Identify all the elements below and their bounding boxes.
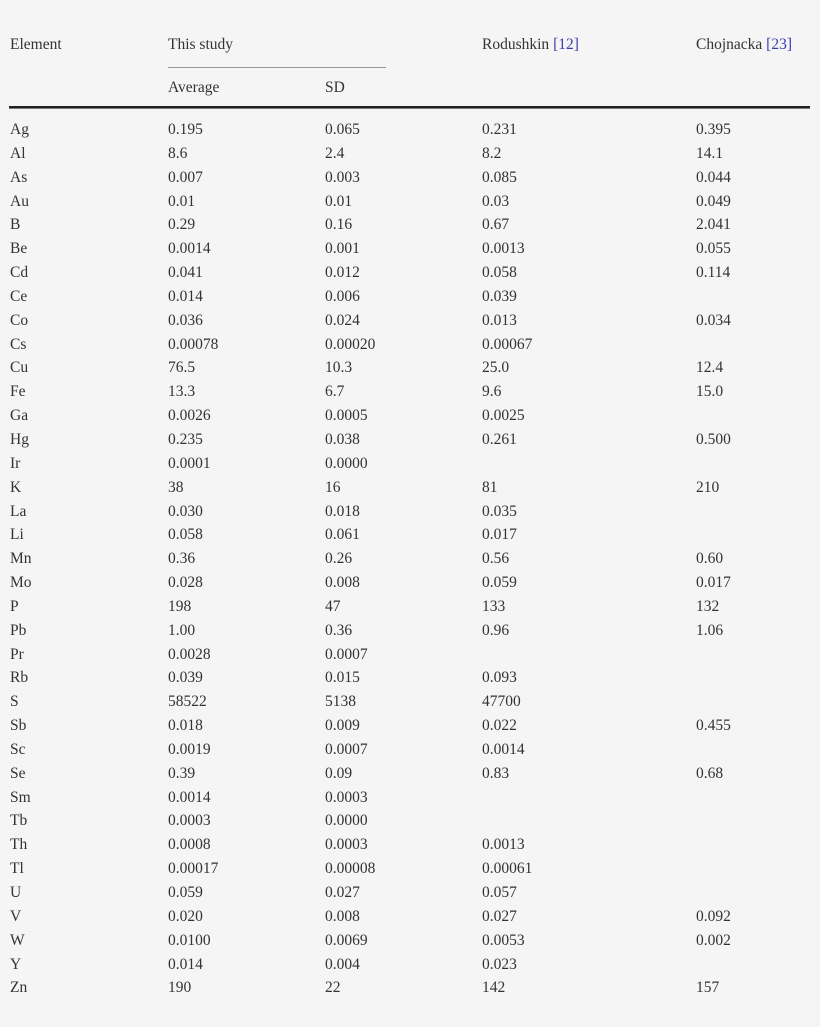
table-row: [0, 288, 820, 312]
table-row: [0, 812, 820, 836]
cell-element: B: [10, 216, 21, 234]
cell-chojnacka: 12.4: [696, 359, 724, 377]
cell-rodushkin: 0.0025: [482, 407, 525, 425]
cell-element: Ir: [10, 454, 21, 472]
cell-element: Al: [10, 144, 26, 162]
cell-element: Th: [10, 836, 28, 854]
table-body: [0, 121, 820, 1003]
cell-sd: 0.038: [325, 430, 360, 448]
cell-sd: 0.065: [325, 121, 360, 138]
cell-sd: 0.027: [325, 884, 360, 901]
cell-chojnacka: 0.395: [696, 121, 731, 138]
cell-average: 0.0019: [168, 740, 211, 758]
cell-average: 0.0014: [168, 240, 211, 258]
cell-element: Fe: [10, 383, 26, 401]
table-row: [0, 455, 820, 479]
header-sd: SD: [325, 79, 345, 96]
cell-sd: 0.0003: [325, 836, 368, 854]
cell-average: 0.018: [168, 717, 203, 735]
table-row: [0, 574, 820, 598]
table-row: [0, 145, 820, 169]
cell-element: Cs: [10, 335, 27, 353]
cell-element: S: [10, 693, 19, 711]
table-row: [0, 169, 820, 193]
cell-average: 38: [168, 478, 184, 496]
cell-average: 0.007: [168, 168, 203, 186]
table-row: [0, 860, 820, 884]
cell-sd: 0.004: [325, 955, 360, 973]
header-average: Average: [168, 79, 220, 96]
cell-element: Pr: [10, 645, 24, 663]
cell-rodushkin: 47700: [482, 693, 521, 711]
cell-element: Ce: [10, 287, 28, 305]
reference-link-12[interactable]: [12]: [553, 36, 579, 53]
cell-sd: 5138: [325, 693, 356, 711]
cell-average: 58522: [168, 693, 207, 711]
cell-average: 0.01: [168, 192, 196, 210]
cell-element: Zn: [10, 979, 28, 997]
cell-sd: 0.00020: [325, 335, 376, 353]
table-row: [0, 932, 820, 956]
cell-sd: 0.012: [325, 264, 360, 282]
cell-rodushkin: 0.039: [482, 287, 517, 305]
header-chojnacka-label: Chojnacka: [696, 36, 767, 53]
cell-sd: 0.0000: [325, 812, 368, 830]
cell-average: 0.29: [168, 216, 196, 234]
cell-element: K: [10, 478, 22, 496]
cell-average: 0.041: [168, 264, 203, 282]
cell-sd: 0.024: [325, 311, 360, 329]
cell-element: W: [10, 931, 25, 949]
cell-sd: 0.008: [325, 574, 360, 592]
cell-chojnacka: 0.044: [696, 168, 731, 186]
cell-element: Tb: [10, 812, 28, 830]
cell-sd: 0.0069: [325, 931, 368, 949]
cell-rodushkin: 0.058: [482, 264, 517, 282]
table-row: [0, 789, 820, 813]
cell-chojnacka: 0.049: [696, 192, 731, 210]
cell-chojnacka: 0.002: [696, 931, 731, 949]
cell-element: Ga: [10, 407, 29, 425]
cell-sd: 0.0000: [325, 454, 368, 472]
cell-rodushkin: 0.231: [482, 121, 517, 138]
cell-chojnacka: 0.017: [696, 574, 731, 592]
table-row: [0, 359, 820, 383]
cell-sd: 0.0007: [325, 740, 368, 758]
cell-chojnacka: 0.055: [696, 240, 731, 258]
cell-rodushkin: 0.057: [482, 884, 517, 901]
cell-chojnacka: 0.500: [696, 430, 731, 448]
table-row: [0, 526, 820, 550]
cell-average: 0.028: [168, 574, 203, 592]
cell-element: Au: [10, 192, 29, 210]
cell-average: 1.00: [168, 621, 196, 639]
cell-element: Sb: [10, 717, 27, 735]
table-row: [0, 598, 820, 622]
cell-rodushkin: 25.0: [482, 359, 510, 377]
cell-chojnacka: 0.68: [696, 764, 724, 782]
table-row: [0, 431, 820, 455]
cell-element: P: [10, 597, 19, 615]
cell-sd: 6.7: [325, 383, 345, 401]
cell-chojnacka: 0.034: [696, 311, 731, 329]
table-row: [0, 503, 820, 527]
cell-average: 0.020: [168, 907, 203, 925]
cell-rodushkin: 142: [482, 979, 506, 997]
cell-chojnacka: 1.06: [696, 621, 724, 639]
cell-average: 0.0001: [168, 454, 211, 472]
cell-sd: 0.0003: [325, 788, 368, 806]
cell-sd: 16: [325, 478, 341, 496]
cell-average: 0.0028: [168, 645, 211, 663]
cell-sd: 0.015: [325, 669, 360, 687]
cell-average: 13.3: [168, 383, 196, 401]
cell-average: 0.014: [168, 287, 203, 305]
cell-rodushkin: 0.017: [482, 526, 517, 544]
cell-element: Ag: [10, 121, 29, 138]
table-row: [0, 646, 820, 670]
cell-rodushkin: 8.2: [482, 144, 502, 162]
cell-chojnacka: 0.114: [696, 264, 731, 282]
cell-element: Tl: [10, 860, 24, 878]
cell-rodushkin: 0.0013: [482, 240, 525, 258]
cell-rodushkin: 133: [482, 597, 506, 615]
cell-element: Pb: [10, 621, 27, 639]
cell-average: 0.039: [168, 669, 203, 687]
table-row: [0, 121, 820, 145]
table-row: [0, 693, 820, 717]
cell-element: As: [10, 168, 28, 186]
cell-rodushkin: 0.022: [482, 717, 517, 735]
cell-average: 8.6: [168, 144, 188, 162]
cell-sd: 0.061: [325, 526, 360, 544]
cell-rodushkin: 0.00067: [482, 335, 533, 353]
cell-rodushkin: 0.00061: [482, 860, 533, 878]
cell-rodushkin: 0.03: [482, 192, 510, 210]
cell-rodushkin: 0.96: [482, 621, 510, 639]
cell-chojnacka: 157: [696, 979, 720, 997]
cell-average: 0.0014: [168, 788, 211, 806]
cell-rodushkin: 0.83: [482, 764, 510, 782]
cell-sd: 0.26: [325, 550, 353, 568]
header-this-study: This study: [168, 36, 234, 53]
cell-element: Se: [10, 764, 26, 782]
cell-element: La: [10, 502, 27, 520]
table-row: [0, 884, 820, 908]
cell-average: 0.0003: [168, 812, 211, 830]
header-element: Element: [10, 36, 62, 53]
reference-link-23[interactable]: [23]: [766, 36, 792, 53]
cell-average: 76.5: [168, 359, 196, 377]
table-row: [0, 193, 820, 217]
cell-element: Sm: [10, 788, 31, 806]
cell-rodushkin: 0.013: [482, 311, 517, 329]
cell-element: Cd: [10, 264, 29, 282]
cell-element: Be: [10, 240, 28, 258]
cell-element: Mo: [10, 574, 32, 592]
cell-element: Rb: [10, 669, 29, 687]
cell-rodushkin: 0.023: [482, 955, 517, 973]
cell-average: 0.014: [168, 955, 203, 973]
cell-chojnacka: 14.1: [696, 144, 724, 162]
table-row: [0, 312, 820, 336]
cell-chojnacka: 15.0: [696, 383, 724, 401]
table-row: [0, 717, 820, 741]
cell-sd: 0.008: [325, 907, 360, 925]
header-rodushkin-label: Rodushkin: [482, 36, 554, 53]
cell-sd: 0.01: [325, 192, 353, 210]
cell-average: 0.00078: [168, 335, 219, 353]
this-study-underline: [168, 67, 386, 68]
cell-sd: 2.4: [325, 144, 345, 162]
table-row: [0, 956, 820, 980]
header-chojnacka: [696, 36, 792, 54]
cell-element: Y: [10, 955, 22, 973]
table-row: [0, 550, 820, 574]
cell-chojnacka: 132: [696, 597, 720, 615]
cell-rodushkin: 0.085: [482, 168, 517, 186]
cell-element: Li: [10, 526, 24, 544]
cell-sd: 0.006: [325, 287, 360, 305]
cell-chojnacka: 210: [696, 478, 720, 496]
cell-sd: 0.09: [325, 764, 353, 782]
cell-sd: 10.3: [325, 359, 353, 377]
cell-average: 0.030: [168, 502, 203, 520]
table-row: [0, 264, 820, 288]
cell-chojnacka: 0.60: [696, 550, 724, 568]
cell-average: 190: [168, 979, 192, 997]
cell-element: Sc: [10, 740, 26, 758]
cell-rodushkin: 0.093: [482, 669, 517, 687]
cell-element: Cu: [10, 359, 29, 377]
cell-average: 198: [168, 597, 192, 615]
cell-average: 0.235: [168, 430, 203, 448]
cell-rodushkin: 81: [482, 478, 498, 496]
cell-average: 0.059: [168, 884, 203, 901]
table-row: [0, 669, 820, 693]
table-row: [0, 336, 820, 360]
cell-average: 0.036: [168, 311, 203, 329]
header-rule: [9, 106, 810, 109]
table-row: [0, 979, 820, 1003]
table-row: [0, 622, 820, 646]
cell-rodushkin: 0.027: [482, 907, 517, 925]
cell-element: Mn: [10, 550, 32, 568]
cell-average: 0.195: [168, 121, 203, 138]
table-row: [0, 407, 820, 431]
cell-chojnacka: 0.455: [696, 717, 731, 735]
table-row: [0, 383, 820, 407]
cell-sd: 0.018: [325, 502, 360, 520]
cell-element: V: [10, 907, 22, 925]
cell-rodushkin: 9.6: [482, 383, 502, 401]
cell-average: 0.0100: [168, 931, 211, 949]
cell-sd: 0.36: [325, 621, 353, 639]
cell-sd: 22: [325, 979, 341, 997]
cell-average: 0.058: [168, 526, 203, 544]
cell-rodushkin: 0.0013: [482, 836, 525, 854]
cell-sd: 0.00008: [325, 860, 376, 878]
cell-sd: 47: [325, 597, 341, 615]
cell-element: U: [10, 884, 22, 901]
cell-element: Co: [10, 311, 29, 329]
cell-average: 0.36: [168, 550, 196, 568]
cell-average: 0.0026: [168, 407, 211, 425]
cell-sd: 0.0007: [325, 645, 368, 663]
table-row: [0, 836, 820, 860]
table-row: [0, 240, 820, 264]
cell-sd: 0.009: [325, 717, 360, 735]
table-row: [0, 765, 820, 789]
cell-rodushkin: 0.035: [482, 502, 517, 520]
cell-sd: 0.0005: [325, 407, 368, 425]
cell-rodushkin: 0.56: [482, 550, 510, 568]
cell-rodushkin: 0.261: [482, 430, 517, 448]
cell-rodushkin: 0.0053: [482, 931, 525, 949]
cell-rodushkin: 0.67: [482, 216, 510, 234]
table-row: [0, 479, 820, 503]
header-rodushkin: [482, 36, 579, 54]
table-row: [0, 741, 820, 765]
cell-average: 0.39: [168, 764, 196, 782]
cell-chojnacka: 2.041: [696, 216, 731, 234]
cell-rodushkin: 0.0014: [482, 740, 525, 758]
cell-element: Hg: [10, 430, 29, 448]
cell-sd: 0.16: [325, 216, 353, 234]
cell-sd: 0.003: [325, 168, 360, 186]
cell-sd: 0.001: [325, 240, 360, 258]
cell-average: 0.0008: [168, 836, 211, 854]
table-row: [0, 216, 820, 240]
cell-rodushkin: 0.059: [482, 574, 517, 592]
table-row: [0, 908, 820, 932]
cell-chojnacka: 0.092: [696, 907, 731, 925]
cell-average: 0.00017: [168, 860, 219, 878]
